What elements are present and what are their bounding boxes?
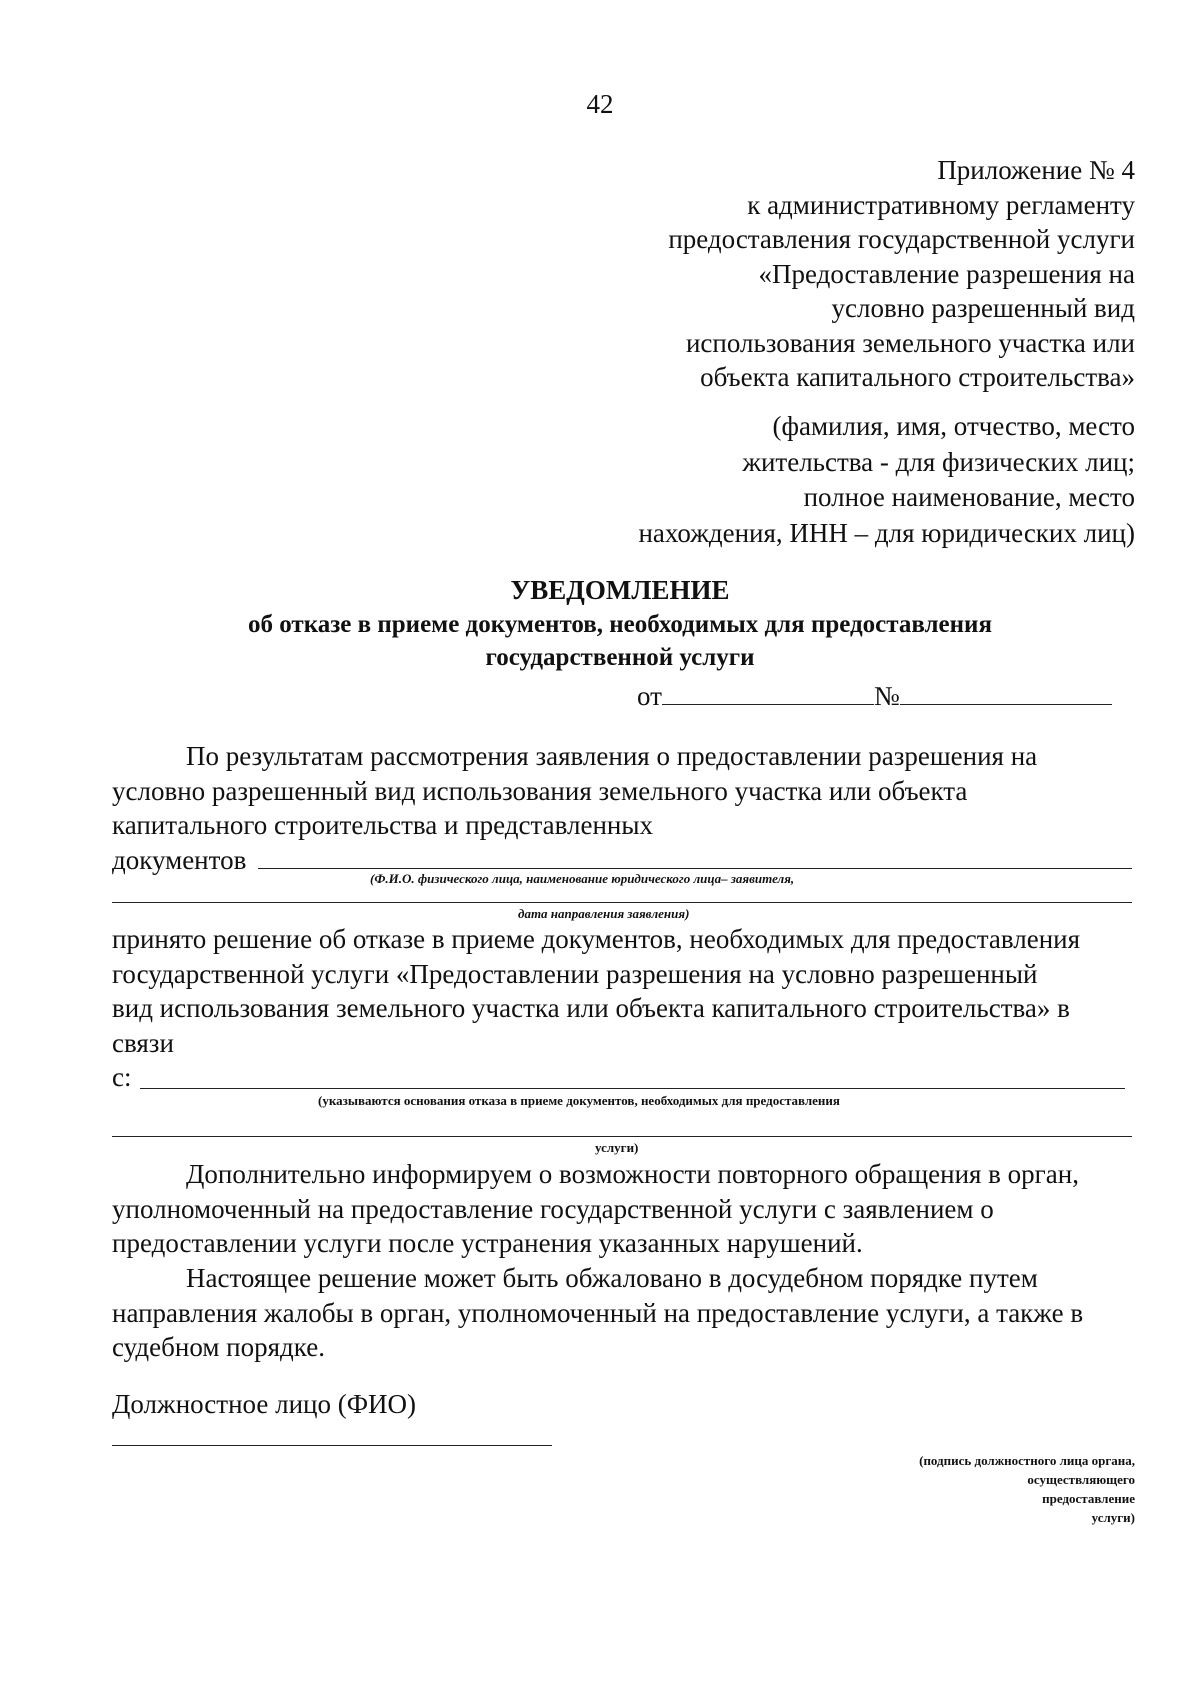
paragraph-line: направления жалобы в орган, уполномоченный на предоставление услуги, а также в	[112, 1297, 1084, 1328]
recipient-line: (фамилия, имя, отчество, место	[772, 411, 1135, 441]
applicant-caption: (Ф.И.О. физического лица, наименование юридического лица– заявителя,	[370, 871, 795, 886]
number-blank	[900, 678, 1112, 705]
signature-line	[112, 1445, 552, 1446]
paragraph-appeal	[112, 1261, 1132, 1365]
paragraph-line: связи	[112, 1027, 174, 1058]
service-caption: услуги)	[595, 1140, 639, 1155]
paragraph-line: принято решение об отказе в приеме документов, необходимых для предоставления	[112, 924, 1081, 954]
recipient-line: полное наименование, место	[803, 482, 1135, 512]
from-label: от	[637, 681, 662, 711]
signature-caption	[919, 1451, 1135, 1527]
signature-caption-line: осуществляющего	[1027, 1472, 1135, 1487]
appendix-header	[668, 153, 1135, 395]
subtitle-line: государственной услуги	[485, 644, 755, 671]
recipient-block	[638, 409, 1135, 551]
paragraph-line: предоставлении услуги после устранения указанных нарушений.	[112, 1228, 863, 1258]
appendix-line: предоставления государственной услуги	[668, 224, 1135, 254]
paragraph-line: государственной услуги «Предоставлении разрешения на условно разрешенный	[112, 958, 1038, 989]
appendix-line: Приложение № 4	[937, 155, 1135, 185]
reasons-fill-line-2	[112, 1136, 1132, 1137]
submission-date-caption: дата направления заявления)	[518, 906, 690, 921]
paragraph-line: судебном порядке.	[112, 1332, 325, 1362]
paragraph-review	[112, 739, 1132, 877]
signature-caption-line: предоставление	[1042, 1491, 1135, 1506]
page-number: 42	[586, 89, 614, 119]
paragraph-line: По результатам рассмотрения заявления о предоставлении разрешения на	[186, 741, 1038, 771]
paragraph-reapply	[112, 1157, 1132, 1261]
paragraph-line: вид использования земельного участка или объекта капитального строительства» в	[112, 993, 1070, 1023]
recipient-line: нахождения, ИНН – для юридических лиц)	[638, 517, 1135, 548]
applicant-fill-line	[258, 868, 1132, 869]
appendix-line: «Предоставление разрешения на	[758, 258, 1135, 289]
paragraph-decision	[112, 922, 1132, 1095]
date-number-line	[637, 678, 1112, 713]
subtitle-line: об отказе в приеме документов, необходимых для предоставления	[248, 611, 992, 638]
appendix-line: использования земельного участка или	[685, 327, 1135, 358]
paragraph-line: условно разрешенный вид использования земельного участка или объекта	[112, 775, 968, 806]
appendix-line: условно разрешенный вид	[831, 293, 1135, 323]
paragraph-line: капитального строительства и представленных	[112, 810, 654, 840]
document-title: УВЕДОМЛЕНИЕ	[510, 575, 730, 605]
signature-caption-line: (подпись должностного лица органа,	[919, 1453, 1135, 1468]
paragraph-line: уполномоченный на предоставление государственной услуги с заявлением о	[112, 1193, 994, 1224]
paragraph-line: документов	[112, 844, 247, 875]
number-label: №	[873, 681, 900, 711]
paragraph-line: Настоящее решение может быть обжаловано в досудебном порядке путем	[186, 1263, 1038, 1293]
official-label: Должностное лицо (ФИО)	[112, 1389, 417, 1419]
date-blank	[662, 678, 874, 705]
recipient-line: жительства - для физических лиц;	[742, 446, 1135, 477]
signature-caption-line: услуги)	[1091, 1510, 1135, 1525]
reasons-fill-line	[140, 1088, 1125, 1089]
paragraph-line: Дополнительно информируем о возможности повторного обращения в орган,	[186, 1159, 1079, 1189]
document-subtitle	[0, 608, 1200, 674]
appendix-line: к административному регламенту	[747, 189, 1135, 220]
reasons-caption: (указываются основания отказа в приеме документов, необходимых для предоставления	[318, 1093, 840, 1108]
paragraph-line: с:	[112, 1062, 132, 1092]
applicant-fill-line-2	[112, 902, 1132, 903]
appendix-line: объекта капитального строительства»	[700, 362, 1135, 392]
